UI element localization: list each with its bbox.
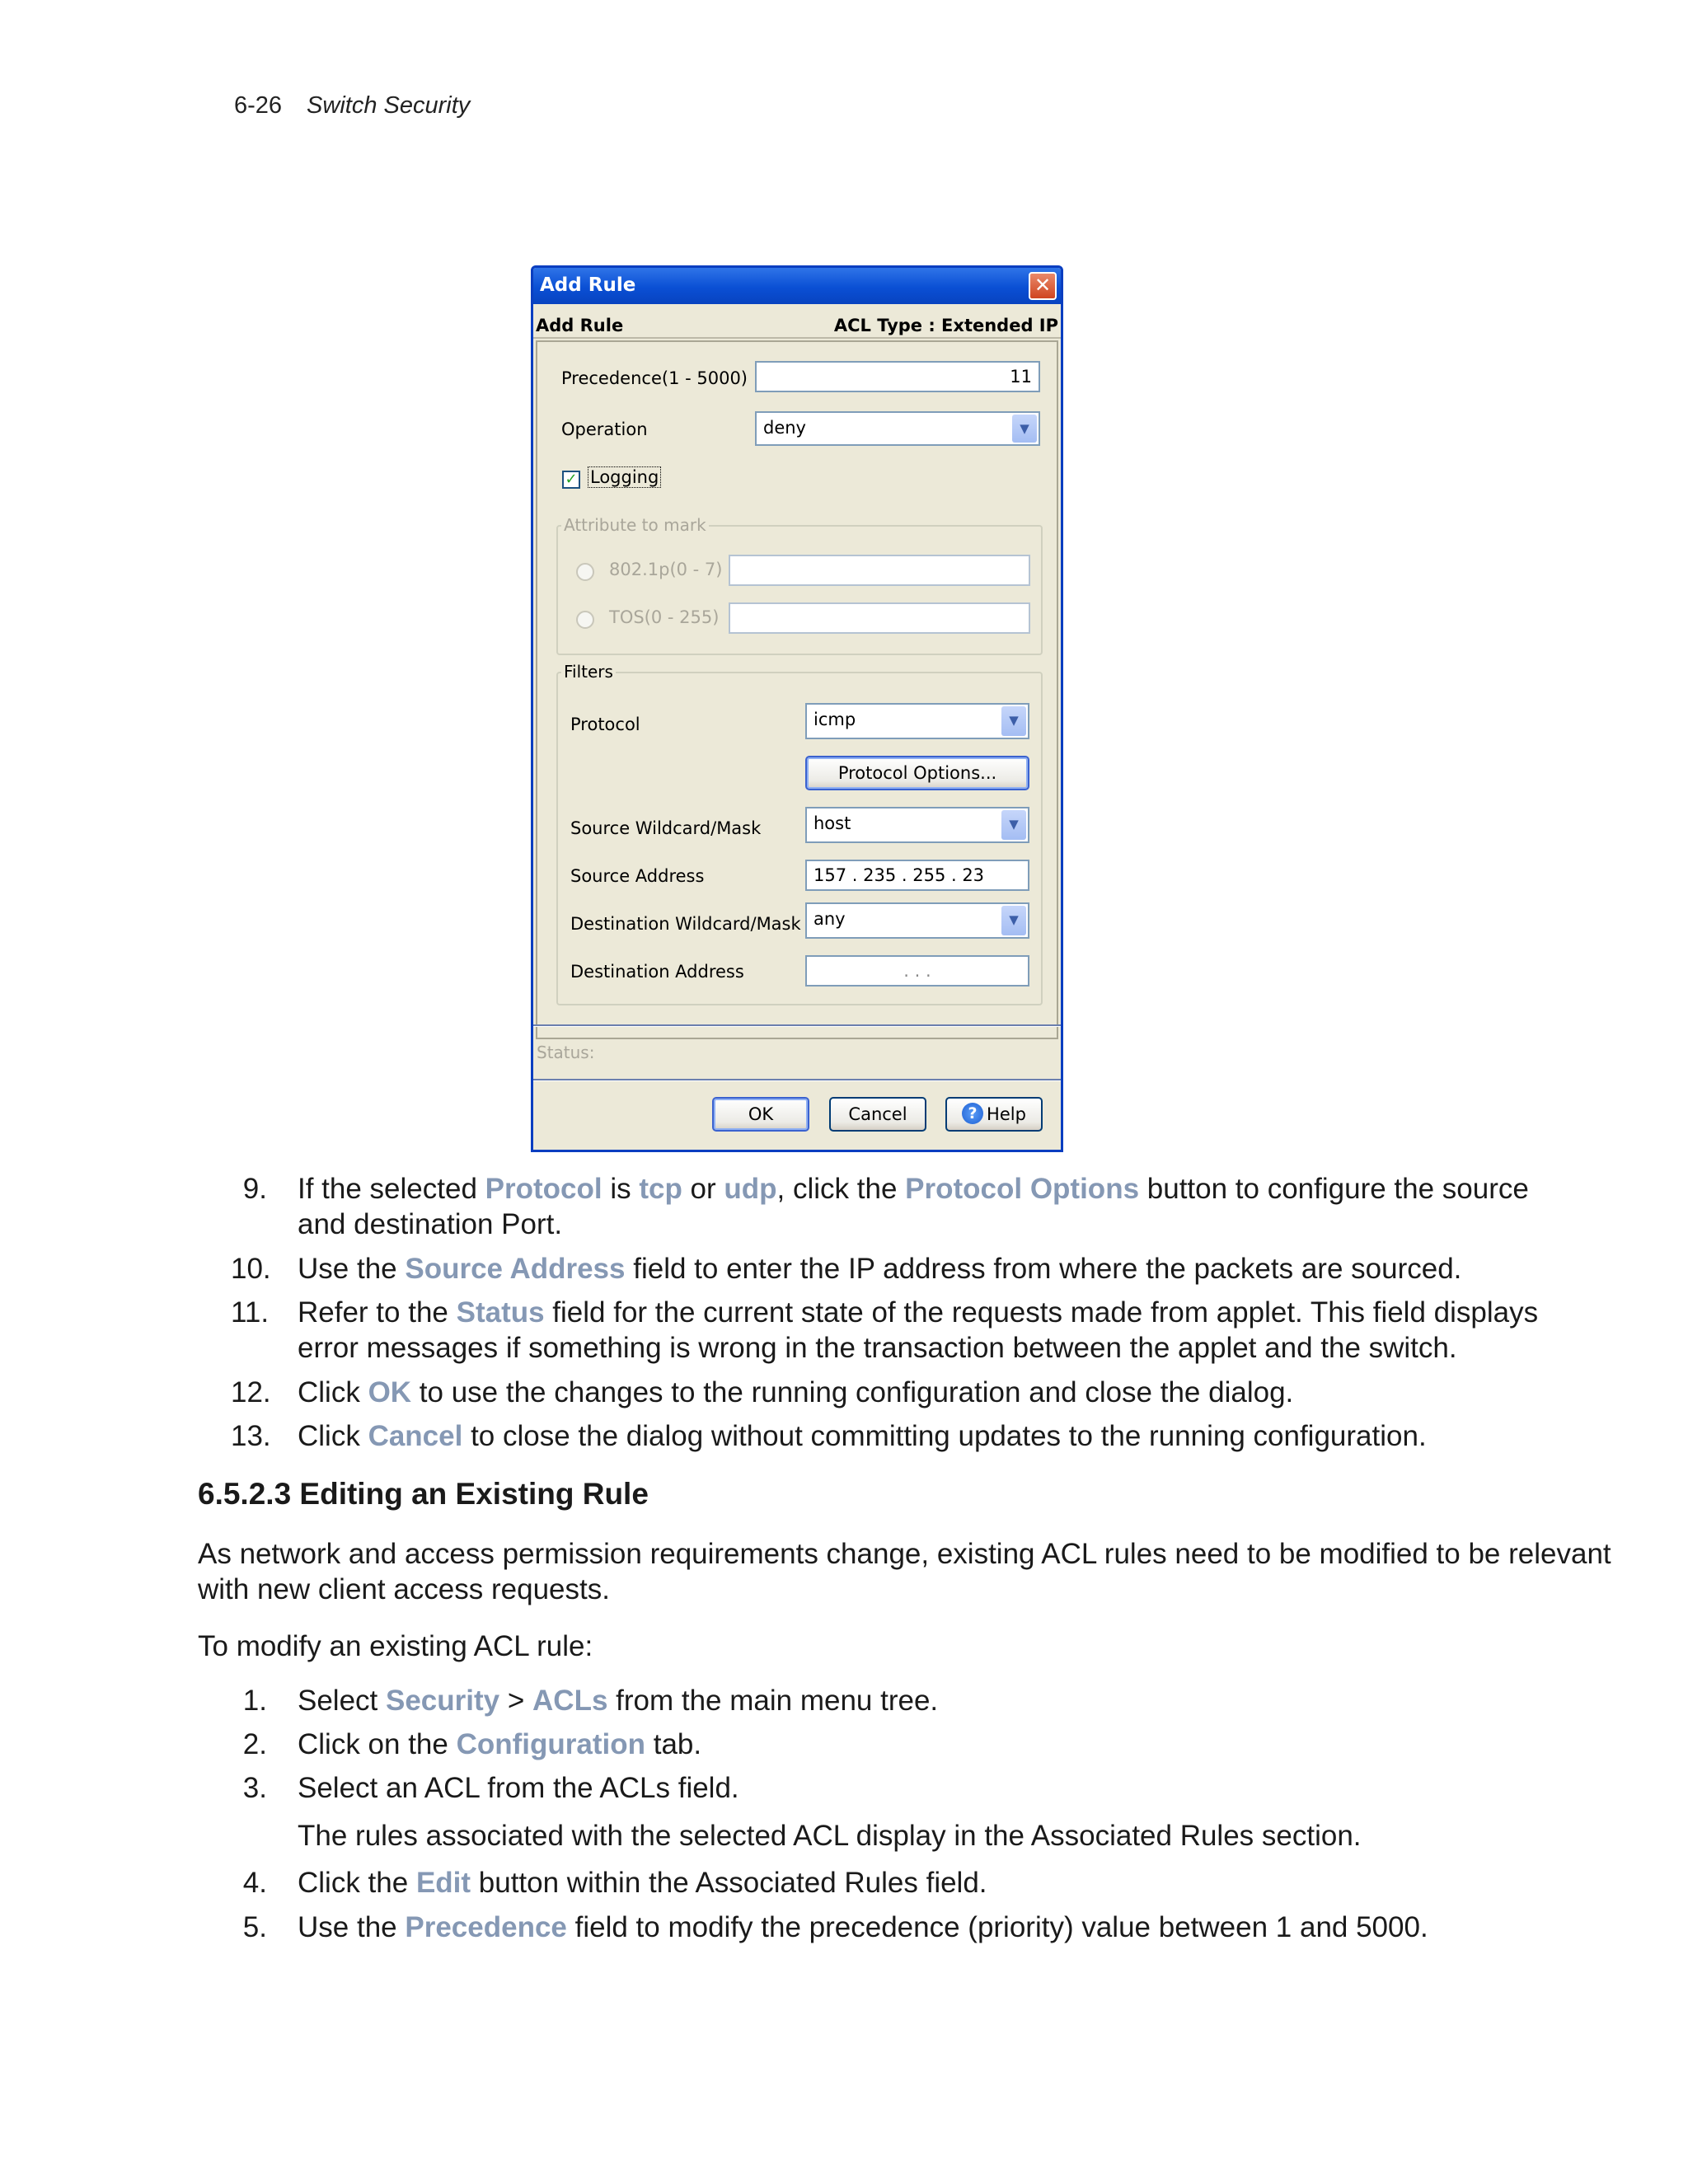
text-run: button to configure the source <box>1139 1173 1529 1205</box>
dest-mask-select[interactable] <box>805 902 1029 939</box>
dot1p-input[interactable] <box>729 555 1030 586</box>
text-run: Select <box>298 1685 386 1717</box>
dot1p-label: 802.1p(0 - 7) <box>609 560 723 579</box>
close-icon[interactable]: ✕ <box>1029 272 1057 300</box>
step-number: 10. <box>231 1253 271 1285</box>
text-run: field to enter the IP address from where the packets are sourced. <box>625 1253 1462 1285</box>
step-number: 9. <box>242 1173 267 1205</box>
operation-select[interactable] <box>755 411 1040 446</box>
section-title: Switch Security <box>307 92 471 119</box>
section-heading: 6.5.2.3 Editing an Existing Rule <box>198 1477 649 1511</box>
step-note: The rules associated with the selected ACL display in the Associated Rules section. <box>298 1820 1362 1852</box>
chevron-down-icon: ▼ <box>1001 810 1026 840</box>
text-run: Click <box>298 1376 368 1408</box>
step-text <box>298 1251 1461 1286</box>
filters-legend: Filters <box>561 662 616 682</box>
help-icon: ? <box>962 1103 983 1124</box>
step-number: 11. <box>231 1296 270 1329</box>
text-run: , click the <box>776 1173 906 1205</box>
step-number: 13. <box>231 1420 271 1452</box>
text-run: from the main menu tree. <box>607 1685 939 1717</box>
precedence-input[interactable]: 11 <box>755 361 1040 392</box>
step-text <box>298 1865 987 1900</box>
dest-mask-value: any <box>814 909 846 929</box>
ui-term: Configuration <box>456 1728 645 1760</box>
dest-mask-label: Destination Wildcard/Mask <box>570 914 801 934</box>
status-separator-top <box>533 1024 1061 1027</box>
logging-label: Logging <box>590 467 659 487</box>
text-run: to close the dialog without committing updates to the running configuration. <box>462 1420 1427 1452</box>
text-run: button within the Associated Rules field. <box>471 1867 987 1899</box>
step-number: 12. <box>231 1376 271 1408</box>
tos-input[interactable] <box>729 602 1030 634</box>
ui-term: tcp <box>639 1173 682 1205</box>
status-label: Status: <box>537 1043 595 1062</box>
step-text <box>298 1770 739 1806</box>
attribute-legend: Attribute to mark <box>561 515 709 535</box>
ui-term: Security <box>386 1685 500 1717</box>
step-number: 1. <box>242 1685 267 1717</box>
intro-paragraph <box>198 1536 1611 1607</box>
text-run: Click <box>298 1420 368 1452</box>
text-run: Click the <box>298 1867 416 1899</box>
text-run: Click on the <box>298 1728 457 1760</box>
ui-term: Protocol <box>485 1173 603 1205</box>
step-text <box>298 1375 1293 1410</box>
filters-group <box>556 662 1043 1005</box>
text-run: to use the changes to the running configuration and close the dialog. <box>411 1376 1294 1408</box>
ui-term: OK <box>368 1376 412 1408</box>
page-header <box>234 92 470 120</box>
step-number: 2. <box>242 1728 267 1760</box>
dialog-title: Add Rule <box>540 274 636 296</box>
protocol-options-button[interactable]: Protocol Options... <box>805 756 1029 790</box>
dialog-subheader <box>533 316 1061 339</box>
text-run: Use the <box>298 1253 406 1285</box>
text-line: As network and access permission requirements change, existing ACL rules need to be modified to be relevant <box>198 1538 1611 1570</box>
protocol-value: icmp <box>814 710 856 729</box>
source-address-label: Source Address <box>570 866 705 886</box>
protocol-select[interactable] <box>805 703 1029 739</box>
attribute-group <box>556 515 1043 655</box>
operation-value: deny <box>763 418 806 438</box>
step-text <box>298 1418 1427 1454</box>
tos-radio[interactable] <box>576 611 594 629</box>
ui-term: Protocol Options <box>905 1173 1140 1205</box>
help-button[interactable] <box>945 1097 1043 1132</box>
lead-paragraph: To modify an existing ACL rule: <box>198 1630 593 1662</box>
acl-type-label: ACL Type : Extended IP <box>833 316 1058 335</box>
protocol-label: Protocol <box>570 715 640 734</box>
ui-term: ACLs <box>532 1685 608 1717</box>
step-number: 3. <box>242 1772 267 1804</box>
text-run: tab. <box>645 1728 702 1760</box>
step-text <box>298 1727 701 1762</box>
ui-term: Status <box>456 1296 545 1329</box>
dot1p-radio[interactable] <box>576 563 594 581</box>
add-rule-dialog <box>531 265 1063 1152</box>
tos-label: TOS(0 - 255) <box>609 607 720 627</box>
help-button-label: Help <box>987 1104 1026 1124</box>
ui-term: Source Address <box>405 1253 626 1285</box>
source-address-input[interactable]: 157 . 235 . 255 . 23 <box>805 860 1029 891</box>
chevron-down-icon: ▼ <box>1001 706 1026 736</box>
text-run: Refer to the <box>298 1296 457 1329</box>
precedence-label: Precedence(1 - 5000) <box>561 368 748 388</box>
cancel-button[interactable]: Cancel <box>829 1097 926 1132</box>
chevron-down-icon: ▼ <box>1001 906 1026 935</box>
step-text <box>298 1910 1428 1945</box>
step-number: 5. <box>242 1911 267 1943</box>
source-mask-label: Source Wildcard/Mask <box>570 818 762 838</box>
ui-term: Precedence <box>405 1911 567 1943</box>
step-text <box>298 1683 938 1718</box>
operation-label: Operation <box>561 419 648 439</box>
text-run: > <box>499 1685 533 1717</box>
text-line: with new client access requests. <box>198 1573 610 1605</box>
chevron-down-icon: ▼ <box>1012 415 1037 443</box>
text-run: field to modify the precedence (priority) value between 1 and 5000. <box>566 1911 1428 1943</box>
status-separator-bottom <box>533 1079 1061 1081</box>
text-run: Use the <box>298 1911 406 1943</box>
source-mask-value: host <box>814 813 851 833</box>
ui-term: udp <box>724 1173 777 1205</box>
step-number: 4. <box>242 1867 267 1899</box>
dialog-titlebar <box>533 268 1061 304</box>
text-run: error messages if something is wrong in the transaction between the applet and the switch. <box>298 1332 1457 1364</box>
text-run: or <box>682 1173 724 1205</box>
logging-checkbox[interactable]: ✓ <box>562 471 580 489</box>
step-text <box>298 1295 1538 1366</box>
source-mask-select[interactable] <box>805 807 1029 843</box>
dest-address-label: Destination Address <box>570 962 744 982</box>
text-run: If the selected <box>298 1173 485 1205</box>
text-run: Select an ACL from the ACLs field. <box>298 1772 739 1804</box>
subheader-title: Add Rule <box>536 316 624 335</box>
text-run: and destination Port. <box>298 1208 563 1240</box>
rule-panel <box>536 340 1058 1039</box>
ok-button[interactable]: OK <box>712 1097 809 1132</box>
step-text <box>298 1171 1529 1242</box>
ui-term: Cancel <box>368 1420 463 1452</box>
text-run: is <box>602 1173 640 1205</box>
ui-term: Edit <box>415 1867 471 1899</box>
text-run: field for the current state of the requests made from applet. This field displays <box>544 1296 1539 1329</box>
page-number: 6-26 <box>234 92 283 119</box>
dest-address-input[interactable]: . . . <box>805 955 1029 987</box>
